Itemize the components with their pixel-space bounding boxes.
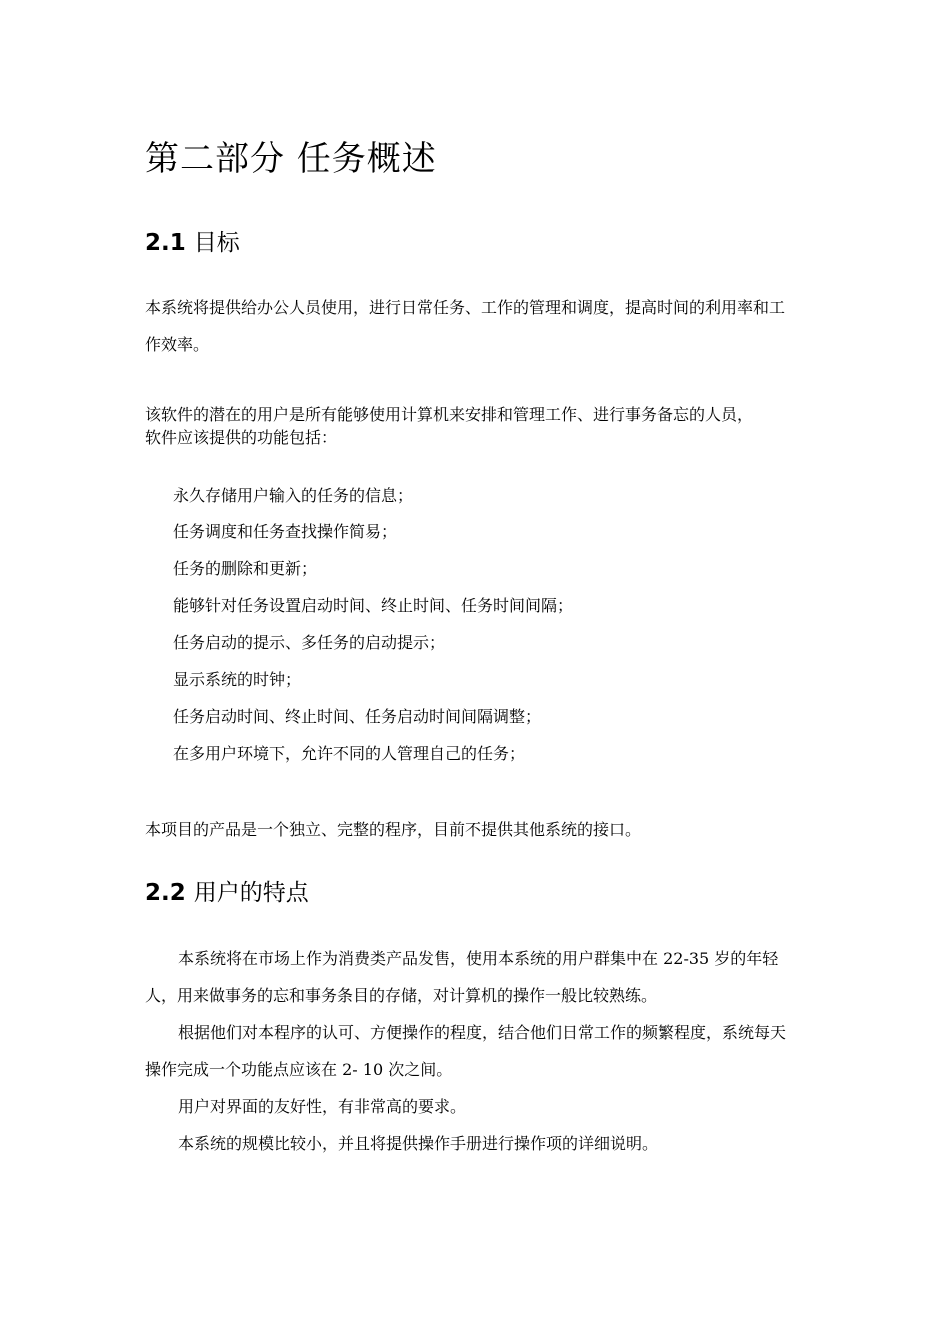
feature-item: 显示系统的时钟；: [173, 670, 302, 689]
users-para-2-line-1: 根据他们对本程序的认可、方便操作的程度，结合他们日常工作的频繁程度，系统每天: [178, 1023, 787, 1042]
feature-item: 任务调度和任务查找操作简易；: [173, 522, 398, 541]
goal-closing: 本项目的产品是一个独立、完整的程序，目前不提供其他系统的接口。: [145, 820, 642, 839]
goal-para-2-line-1: 该软件的潜在的用户是所有能够使用计算机来安排和管理工作、进行事务备忘的人员，: [145, 405, 754, 424]
section-number: 2.1: [145, 230, 186, 256]
feature-item: 永久存储用户输入的任务的信息；: [173, 486, 414, 505]
feature-item: 任务的删除和更新；: [173, 559, 318, 578]
users-para-1-line-1: 本系统将在市场上作为消费类产品发售，使用本系统的用户群集中在 22-35 岁的年轻: [178, 949, 779, 968]
section-title: 用户的特点: [193, 880, 309, 906]
users-para-1-line-2: 人，用来做事务的忘和事务条目的存储，对计算机的操作一般比较熟练。: [145, 986, 658, 1005]
section-number: 2.2: [145, 880, 186, 906]
users-para-2-line-2: 操作完成一个功能点应该在 2- 10 次之间。: [145, 1060, 453, 1079]
section-2-2-heading: [145, 874, 309, 907]
users-para-4: 本系统的规模比较小，并且将提供操作手册进行操作项的详细说明。: [178, 1134, 659, 1153]
feature-item: 任务启动的提示、多任务的启动提示；: [173, 633, 446, 652]
feature-item: 在多用户环境下，允许不同的人管理自己的任务；: [173, 744, 526, 763]
users-para-3: 用户对界面的友好性，有非常高的要求。: [178, 1097, 467, 1116]
goal-para-2-line-2: 软件应该提供的功能包括：: [145, 428, 338, 447]
goal-para-1-line-1: 本系统将提供给办公人员使用，进行日常任务、工作的管理和调度，提高时间的利用率和工: [145, 298, 786, 317]
feature-item: 能够针对任务设置启动时间、终止时间、任务时间间隔；: [173, 596, 574, 615]
goal-para-1-line-2: 作效率。: [145, 335, 210, 354]
part-title: 第二部分 任务概述: [145, 139, 437, 179]
section-2-1-heading: [145, 224, 240, 257]
section-title: 目标: [193, 230, 240, 256]
feature-item: 任务启动时间、终止时间、任务启动时间间隔调整；: [173, 707, 542, 726]
